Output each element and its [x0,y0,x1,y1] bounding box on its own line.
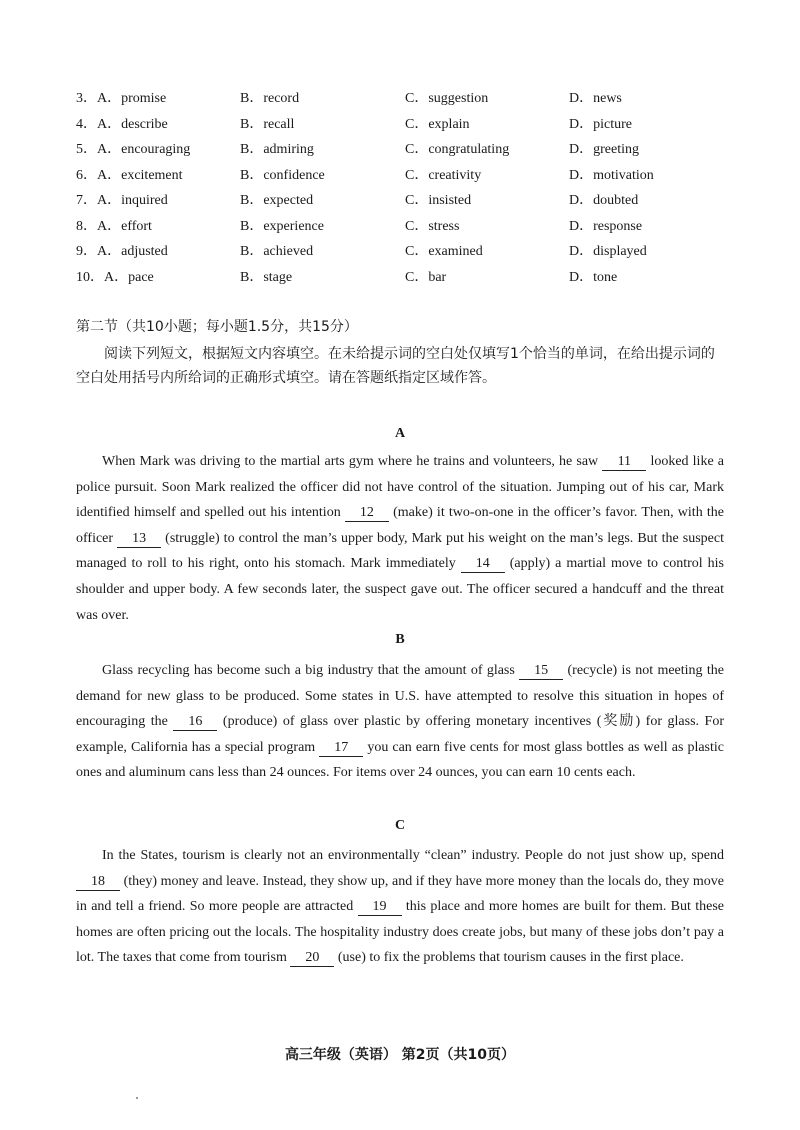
option-b: B．recall [240,116,295,132]
option-a: 8．A．effort [76,218,152,234]
passage-c-title: C [394,818,406,833]
option-d: D．doubted [569,193,639,208]
option-row [76,214,736,240]
option-d: D．response [569,218,643,234]
option-c: C．creativity [405,167,482,183]
passage-b-title: B [395,632,405,647]
option-c: C．suggestion [405,91,489,106]
blank-18[interactable]: 18 [76,874,120,891]
blank-20[interactable]: 20 [290,950,334,967]
option-d: D．news [569,91,622,106]
option-row [76,86,736,112]
option-a: 9．A．adjusted [76,244,168,259]
blank-15[interactable]: 15 [519,663,563,680]
option-row [76,137,736,163]
option-b: B．record [240,91,300,106]
option-b: B．expected [240,193,314,208]
option-row [76,188,736,214]
option-c: C．stress [405,218,460,234]
option-a: 3．A．promise [76,91,167,106]
blank-14[interactable]: 14 [461,556,505,573]
option-d: D．picture [569,116,632,132]
blank-11[interactable]: 11 [602,454,646,471]
option-a: 5．A．encouraging [76,142,191,157]
option-d: D．tone [569,269,618,285]
option-c: C．insisted [405,193,472,208]
page-footer: 高三年级（英语） 第2页（共10页） [284,1047,516,1063]
option-c: C．explain [405,116,470,132]
blank-17[interactable]: 17 [319,740,363,757]
option-c: C．examined [405,244,483,259]
passage-c-text: In the States, tourism is clearly not an environmentally “clean” industry. People do not just show up, spend 18 (they) money and leave. Instead, they show up, and if they have more money than the locals do, they move in and tell a friend. So more people are attracted 19 this place and more homes are built for them. But these homes are often pricing out the locals. The hospitality industry does create jobs, but many of these jobs don’t pay a lot. The taxes that come from tourism 20 (use) to fix the problems that tourism causes in the first place. [76,848,724,966]
option-c: C．congratulating [405,142,510,157]
option-row [76,163,736,189]
option-row [76,239,736,265]
option-d: D．displayed [569,244,647,259]
option-b: B．achieved [240,244,314,259]
option-b: B．experience [240,218,324,234]
passage-a-title: A [394,426,406,441]
option-b: B．confidence [240,167,325,183]
blank-13[interactable]: 13 [117,531,161,548]
blank-19[interactable]: 19 [358,899,402,916]
scan-speck [136,1097,138,1099]
passage-a-text: When Mark was driving to the martial arts gym where he trains and volunteers, he saw 11 looked like a police pursuit. Soon Mark realized the officer did not have control of the situation. Jumping out of his car, Mark identified himself and spelled out his intention 12 (make) it two-on-one in the officer’s favor. Then, with the officer 13 (struggle) to control the man’s upper body, Mark put his weight on the man’s legs. But the suspect managed to roll to his right, onto his stomach. Mark immediately 14 (apply) a martial move to control his shoulder and upper body. A few seconds later, the suspect gave out. The officer secured a handcuff and the threat was over. [76,454,725,623]
section-heading: 第二节（共10小题；每小题1.5分，共15分） [76,319,358,335]
option-b: B．stage [240,269,293,285]
option-b: B．admiring [240,142,314,157]
option-d: D．greeting [569,142,639,157]
option-a: 6．A．excitement [76,167,183,183]
blank-12[interactable]: 12 [345,505,389,522]
option-row [76,265,736,291]
option-d: D．motivation [569,167,654,183]
passage-b-text: Glass recycling has become such a big industry that the amount of glass 15 (recycle) is not meeting the demand for new glass to be produced. Some states in U.S. have attempted to resolve this situation in hopes of encouraging the 16 (produce) of glass over plastic by offering monetary incentives (奖励) for glass. For example, California has a special program 17 you can earn five cents for most glass bottles as well as plastic ones and aluminum cans less than 24 ounces. For items over 24 ounces, you can earn 10 cents each. [76,663,725,781]
blank-16[interactable]: 16 [173,714,217,731]
option-a: 10．A．pace [76,269,154,285]
option-a: 7．A．inquired [76,193,168,208]
option-c: C．bar [405,269,447,285]
option-row [76,112,736,138]
section-instructions: 阅读下列短文，根据短文内容填空。在未给提示词的空白处仅填写1个恰当的单词，在给出提示词的空白处用括号内所给词的正确形式填空。请在答题纸指定区域作答。 [76,346,715,386]
option-a: 4．A．describe [76,116,168,132]
options-table [76,86,736,290]
